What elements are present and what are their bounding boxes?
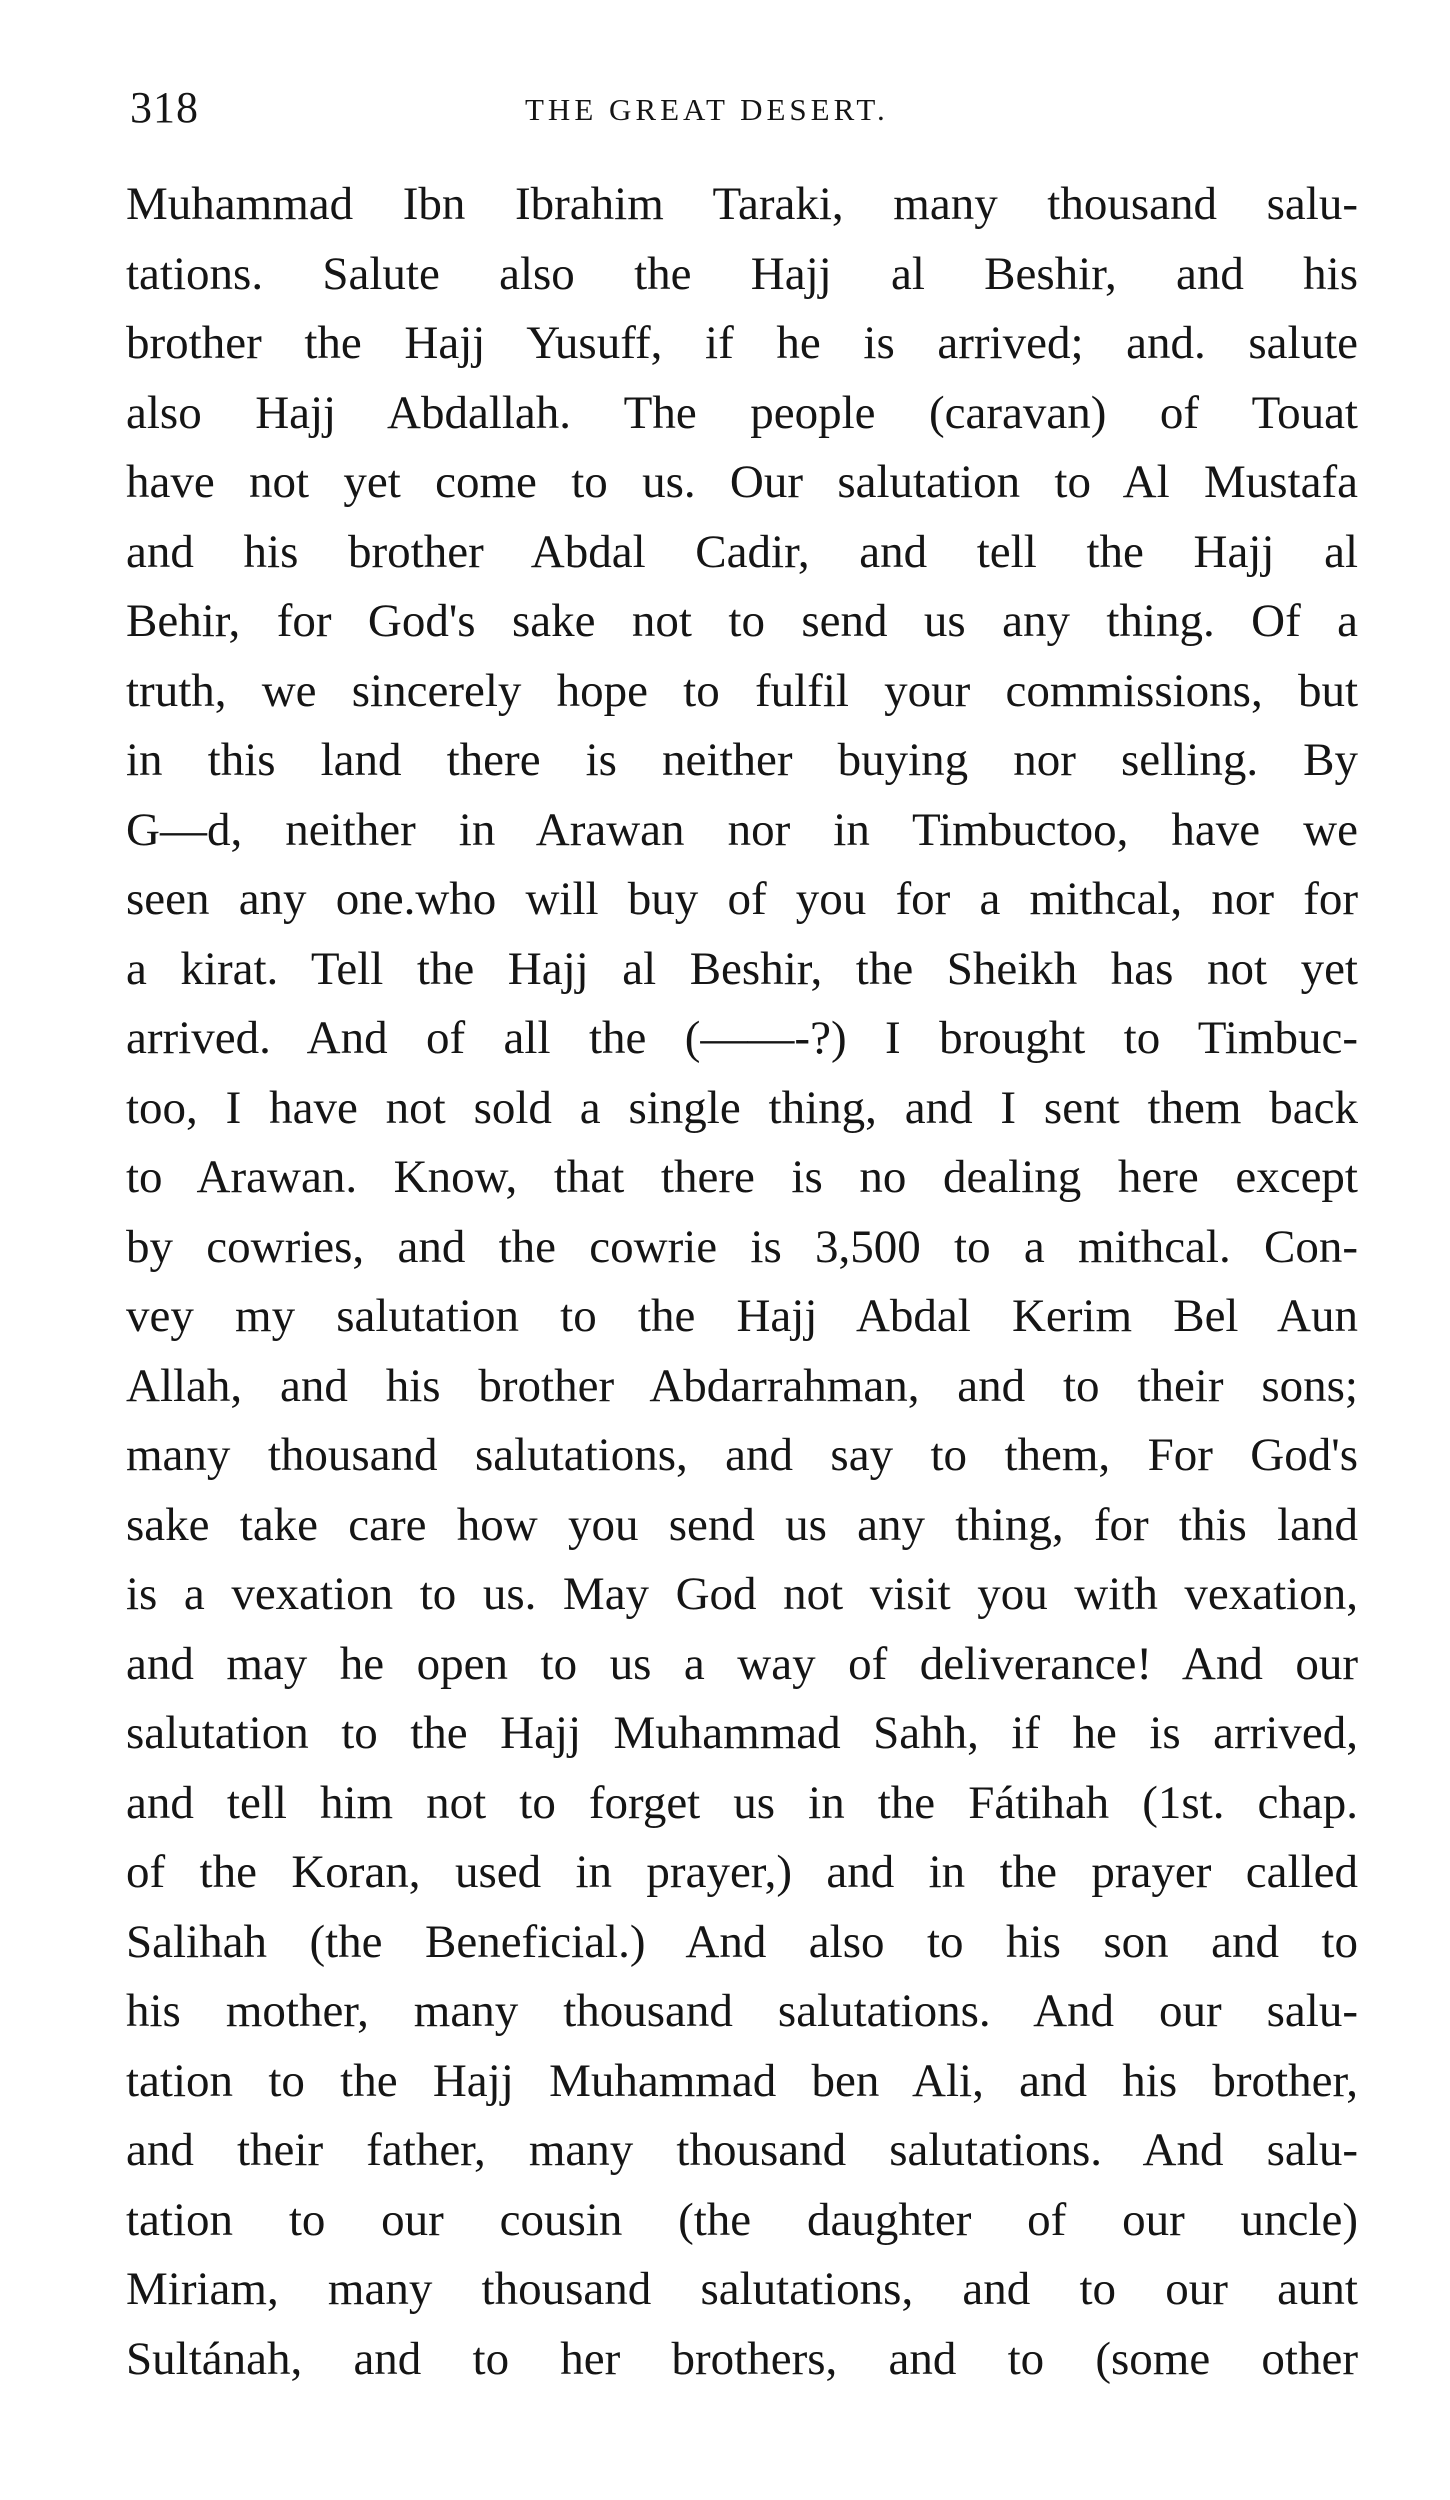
- text-line: brother the Hajj Yusuff, if he is arrived; and. salute: [126, 317, 1358, 369]
- text-line: salutation to the Hajj Muhammad Sahh, if he is arrived,: [126, 1707, 1358, 1759]
- text-line: and tell him not to forget us in the Fátihah (1st. chap.: [126, 1776, 1358, 1829]
- text-line: too, I have not sold a single thing, and I sent them back: [126, 1081, 1358, 1134]
- running-title: THE GREAT DESERT.: [525, 92, 889, 127]
- text-line: have not yet come to us. Our salutation to Al Mustafa: [126, 456, 1358, 508]
- text-line: and his brother Abdal Cadir, and tell the Hajj al: [126, 525, 1358, 578]
- text-line: in this land there is neither buying nor selling. By: [126, 734, 1358, 786]
- text-line: and may he open to us a way of deliverance! And our: [126, 1637, 1358, 1690]
- text-line: truth, we sincerely hope to fulfil your commissions, but: [126, 664, 1358, 717]
- text-line: many thousand salutations, and say to them, For God's: [126, 1429, 1358, 1481]
- text-line: vey my salutation to the Hajj Abdal Kerim Bel Aun: [126, 1290, 1358, 1342]
- text-line: and their father, many thousand salutations. And salu-: [126, 2124, 1358, 2176]
- page-number: 318: [130, 83, 199, 132]
- text-line: G—d, neither in Arawan nor in Timbuctoo, have we: [126, 803, 1358, 856]
- text-line: tation to the Hajj Muhammad ben Ali, and his brother,: [126, 2054, 1358, 2107]
- text-line: Sultánah, and to her brothers, and to (some other: [126, 2332, 1358, 2385]
- text-line: by cowries, and the cowrie is 3,500 to a mithcal. Con-: [126, 1220, 1358, 1273]
- running-head: [130, 78, 1360, 138]
- text-line: Miriam, many thousand salutations, and to our aunt: [126, 2263, 1358, 2315]
- text-line: tations. Salute also the Hajj al Beshir, and his: [126, 247, 1358, 300]
- text-line: sake take care how you send us any thing, for this land: [126, 1498, 1358, 1551]
- text-line: Allah, and his brother Abdarrahman, and to their sons;: [126, 1359, 1358, 1412]
- text-line: also Hajj Abdallah. The people (caravan) of Touat: [126, 386, 1358, 439]
- text-line: seen any one.who will buy of you for a mithcal, nor for: [126, 873, 1358, 925]
- text-line: to Arawan. Know, that there is no dealing here except: [126, 1151, 1358, 1203]
- text-line: his mother, many thousand salutations. And our salu-: [126, 1985, 1358, 2037]
- text-line: of the Koran, used in prayer,) and in the prayer called: [126, 1846, 1358, 1898]
- text-line: a kirat. Tell the Hajj al Beshir, the Sheikh has not yet: [126, 942, 1358, 995]
- text-line: tation to our cousin (the daughter of our uncle): [126, 2193, 1358, 2246]
- text-line: is a vexation to us. May God not visit you with vexation,: [126, 1568, 1358, 1620]
- body-text: [126, 170, 1358, 2394]
- text-line: Salihah (the Beneficial.) And also to his son and to: [126, 1915, 1358, 1968]
- text-line: Behir, for God's sake not to send us any thing. Of a: [126, 595, 1358, 647]
- text-line: arrived. And of all the (——-?) I brought to Timbuc-: [126, 1012, 1358, 1064]
- text-line: Muhammad Ibn Ibrahim Taraki, many thousand salu-: [126, 178, 1358, 230]
